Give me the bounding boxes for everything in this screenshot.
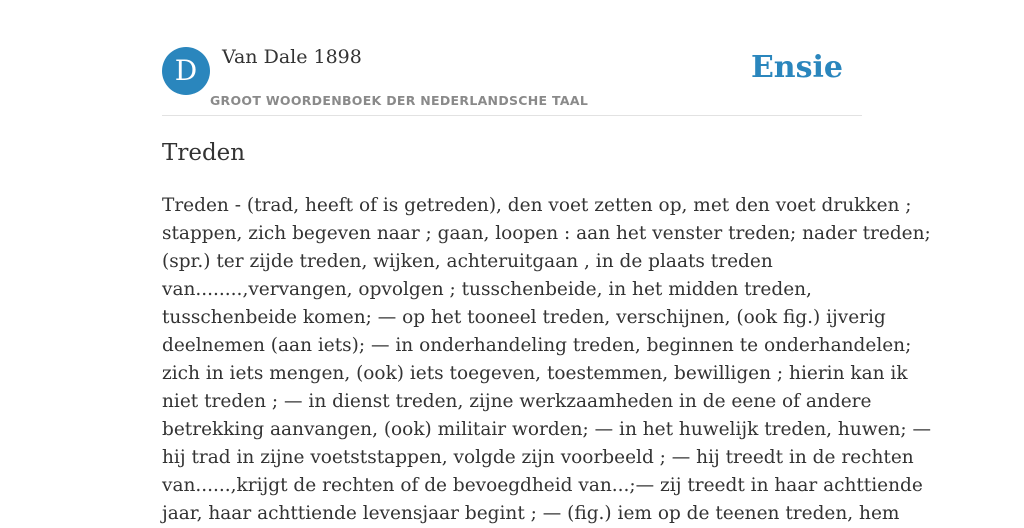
definition-line: (spr.) ter zijde treden, wijken, achteruitgaan , in de plaats treden: [162, 251, 773, 272]
definition-line: stappen, zich begeven naar ; gaan, loopen : aan het venster treden; nader treden;: [162, 223, 931, 244]
definition-line: zich in iets mengen, (ook) iets toegeven, toestemmen, bewilligen ; hierin kan ik: [162, 363, 908, 384]
source-title[interactable]: Van Dale 1898: [222, 46, 362, 68]
definition-line: jaar, haar achttiende levensjaar begint ; — (fig.) iem op de teenen treden, hem: [162, 503, 900, 524]
definition-line: van......,krijgt de rechten of de bevoegdheid van...;— zij treedt in haar achttiende: [162, 475, 923, 496]
entry-definition: [162, 192, 932, 528]
brand-logo[interactable]: Ensie: [750, 50, 843, 85]
source-avatar: D: [162, 47, 210, 95]
source-subtitle: GROOT WOORDENBOEK DER NEDERLANDSCHE TAAL: [210, 93, 589, 108]
definition-line: tusschenbeide komen; — op het tooneel treden, verschijnen, (ook fig.) ijverig: [162, 307, 886, 328]
entry-headword: Treden: [162, 140, 246, 166]
definition-line: Treden - (trad, heeft of is getreden), den voet zetten op, met den voet drukken ;: [162, 195, 912, 216]
source-header: [162, 0, 862, 116]
definition-line: betrekking aanvangen, (ook) militair worden; — in het huwelijk treden, huwen; —: [162, 419, 932, 440]
definition-line: hij trad in zijne voetststappen, volgde zijn voorbeeld ; — hij treedt in de rechten: [162, 447, 914, 468]
definition-line: deelnemen (aan iets); — in onderhandeling treden, beginnen te onderhandelen;: [162, 335, 912, 356]
definition-line: niet treden ; — in dienst treden, zijne werkzaamheden in de eene of andere: [162, 391, 872, 412]
definition-line: van........,vervangen, opvolgen ; tusschenbeide, in het midden treden,: [162, 279, 812, 300]
